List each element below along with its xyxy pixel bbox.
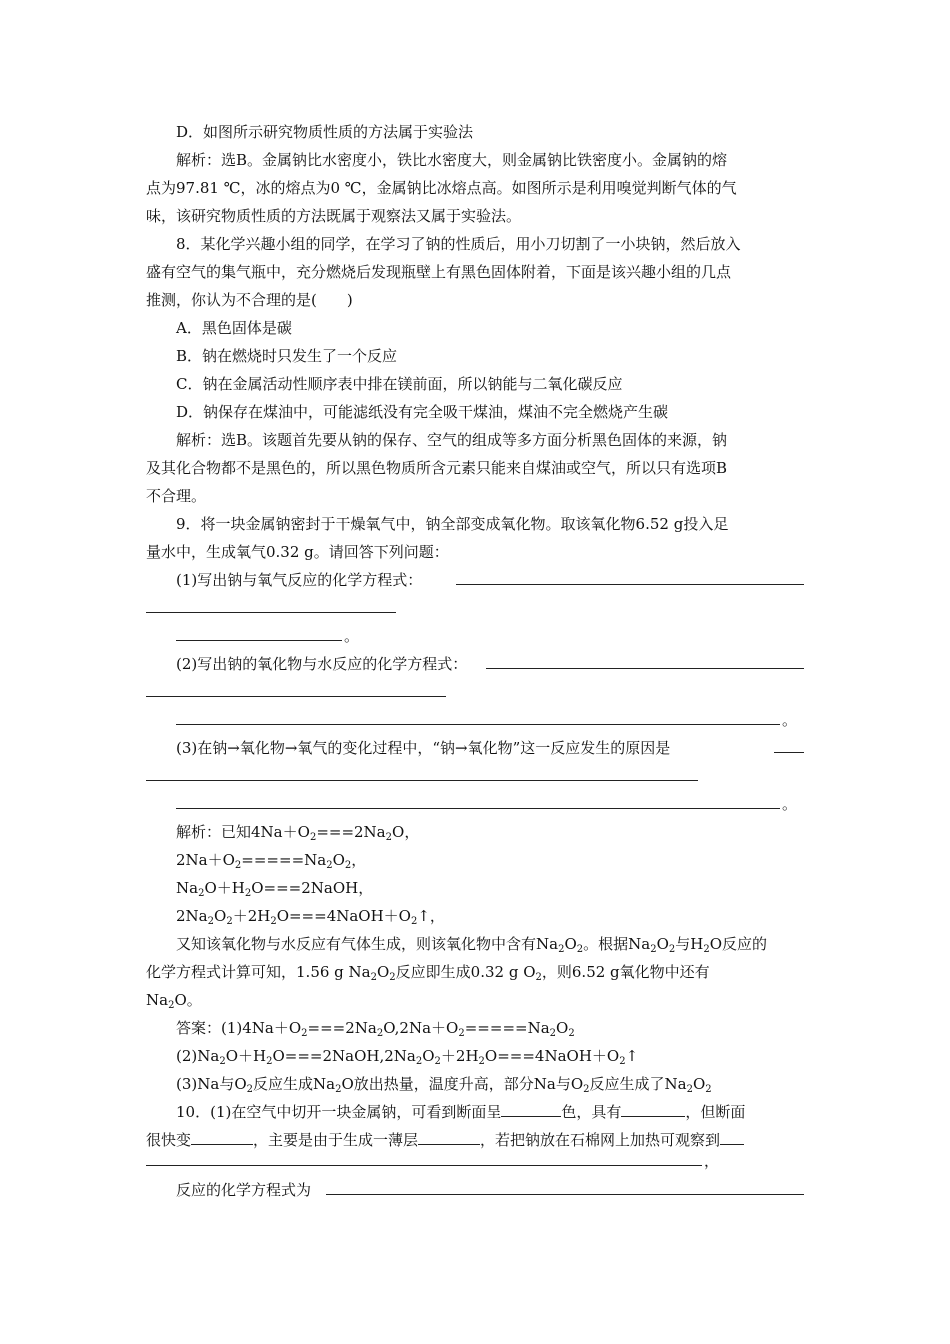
q9-analysis-eq3: $Na_2O+H_2O===2NaOH$， xyxy=(176,879,374,899)
q8-analysis-line3: 不合理。 xyxy=(146,487,207,505)
q9-explanation-line1: 又知该氧化物与水反应有气体生成，则该氧化物中含有$Na_2O_2$。根据$Na_2O_2$与$H_2O$反应的 xyxy=(176,935,768,955)
q7-analysis-line2: 点为97.81 ℃，冰的熔点为0 ℃，金属钠比冰熔点高。如图所示是利用嗅觉判断气体的气 xyxy=(146,179,737,197)
q9-sub3-prompt: (3)在钠→氧化物→氧气的变化过程中，“钠→氧化物”这一反应发生的原因是 xyxy=(176,739,671,757)
q9-stem-line2: 量水中，生成氧气0.32 g。请回答下列问题： xyxy=(146,543,449,561)
q8-stem-line2: 盛有空气的集气瓶中，充分燃烧后发现瓶壁上有黑色固体附着，下面是该兴趣小组的几点 xyxy=(146,263,732,281)
q7-analysis-line3: 味，该研究物质性质的方法既属于观察法又属于实验法。 xyxy=(146,207,522,225)
q9-sub3-blank-1[interactable] xyxy=(774,752,804,753)
q9-sub3-blank-3[interactable] xyxy=(176,808,780,809)
q8-option-a: A．黑色固体是碳 xyxy=(176,319,292,337)
q8-option-d: D．钠保存在煤油中，可能滤纸没有完全吸干煤油，煤油不完全燃烧产生碳 xyxy=(176,403,669,421)
q10-blank-observe-2[interactable] xyxy=(146,1165,702,1166)
q10-blank-layer[interactable] xyxy=(418,1130,480,1145)
q9-explanation-line2: 化学方程式计算可知，1.56 g $Na_2O_2$反应即生成0.32 g $O_2$，则6.52 g氧化物中还有 xyxy=(146,963,710,983)
q9-sub1-blank-2[interactable] xyxy=(146,612,396,613)
q10-blank-color[interactable] xyxy=(501,1102,561,1117)
q9-sub2-blank-1[interactable] xyxy=(486,668,804,669)
q9-analysis-eq1: 解析：已知$4Na+O_2===2Na_2O$， xyxy=(176,823,420,843)
q9-sub1-blank-1[interactable] xyxy=(456,584,804,585)
q9-sub1-period: 。 xyxy=(344,627,360,645)
q9-sub3-period: 。 xyxy=(782,795,798,813)
q8-stem-line1: 8．某化学兴趣小组的同学，在学习了钠的性质后，用小刀切割了一小块钠，然后放入 xyxy=(176,235,741,253)
q8-analysis-line2: 及其化合物都不是黑色的，所以黑色物质所含元素只能来自煤油或空气，所以只有选项B xyxy=(146,459,728,477)
q8-option-c: C．钠在金属活动性顺序表中排在镁前面，所以钠能与二氧化碳反应 xyxy=(176,375,623,393)
q10-blank-change[interactable] xyxy=(191,1130,253,1145)
q9-answer-3: (3)Na与$O_2$反应生成$Na_2O$放出热量，温度升高，部分Na与$O_2$反应生成了$Na_2O_2$ xyxy=(176,1075,712,1095)
q9-sub2-period: 。 xyxy=(782,711,798,729)
q7-analysis-line1: 解析：选B。金属钠比水密度小，铁比水密度大，则金属钠比铁密度小。金属钠的熔 xyxy=(176,151,728,169)
q9-sub3-blank-2[interactable] xyxy=(146,780,698,781)
q9-sub1-blank-3[interactable] xyxy=(176,640,342,641)
q10-blank-observe-1[interactable] xyxy=(720,1130,744,1145)
q9-analysis-eq4: $2Na_2O_2+2H_2O===4NaOH+O_2↑$， xyxy=(176,907,445,927)
q8-option-b: B．钠在燃烧时只发生了一个反应 xyxy=(176,347,398,365)
q9-answer-1: 答案：$(1)4Na+O_2===2Na_2O,2Na+O_2=====Na_2O_2$ xyxy=(176,1019,575,1039)
q9-sub2-blank-3[interactable] xyxy=(176,724,780,725)
q10-blank-equation[interactable] xyxy=(326,1194,804,1195)
q7-option-d: D．如图所示研究物质性质的方法属于实验法 xyxy=(176,123,474,141)
q10-line1: 10．(1)在空气中切开一块金属钠，可看到断面呈 色，具有 ，但断面 xyxy=(176,1103,746,1121)
q10-blank-luster[interactable] xyxy=(621,1102,685,1117)
q10-line4-prompt: 反应的化学方程式为 xyxy=(176,1181,312,1199)
q8-stem-line3: 推测，你认为不合理的是( ) xyxy=(146,291,353,309)
q9-stem-line1: 9．将一块金属钠密封于干燥氧气中，钠全部变成氧化物。取该氧化物6.52 g投入足 xyxy=(176,515,729,533)
q9-explanation-line3: $Na_2O$。 xyxy=(146,991,202,1011)
q8-analysis-line1: 解析：选B。该题首先要从钠的保存、空气的组成等多方面分析黑色固体的来源，钠 xyxy=(176,431,728,449)
q10-line2: 很快变 ，主要是由于生成一薄层 ，若把钠放在石棉网上加热可观察到 xyxy=(146,1130,744,1150)
q9-answer-2: $(2)Na_2O+H_2O===2NaOH,2Na_2O_2+2H_2O===4NaOH+O_2↑$ xyxy=(176,1047,639,1067)
q9-analysis-eq2: $2Na+O_2=====Na_2O_2$， xyxy=(176,851,367,871)
q9-sub1-prompt: (1)写出钠与氧气反应的化学方程式： xyxy=(176,571,423,589)
q10-comma: ， xyxy=(704,1152,720,1170)
q9-sub2-prompt: (2)写出钠的氧化物与水反应的化学方程式： xyxy=(176,655,468,673)
q9-sub2-blank-2[interactable] xyxy=(146,696,446,697)
